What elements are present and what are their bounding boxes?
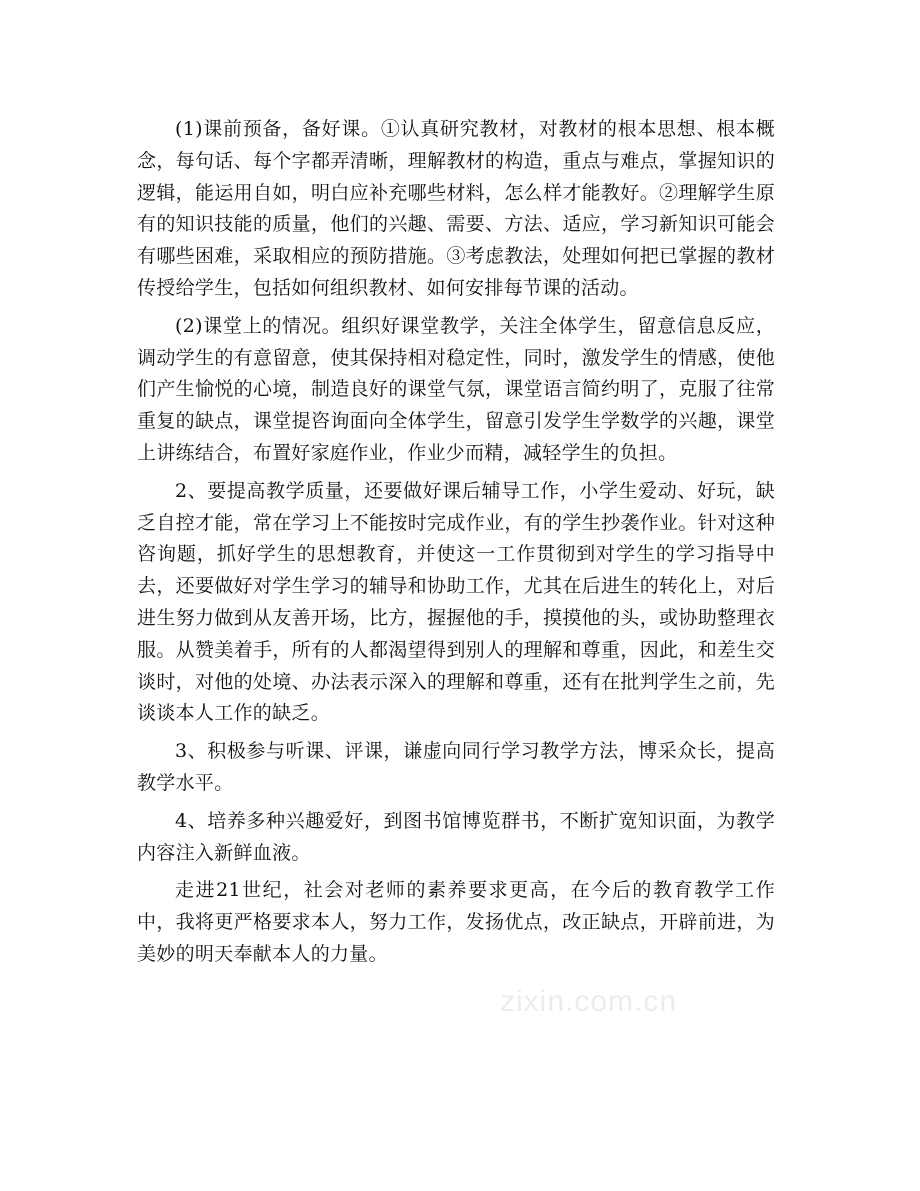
paragraph-lesson-observation: 3、积极参与听课、评课，谦虚向同行学习教学方法，博采众长，提高教学水平。 [137,740,775,794]
paragraph-classroom-situation: (2)课堂上的情况。组织好课堂教学，关注全体学生，留意信息反应，调动学生的有意留意，使其保持相对稳定性，同时，激发学生的情感，使他们产生愉悦的心境，制造良好的课堂气氛，课堂语言简约明了，克服了往常重复的缺点，课堂提咨询面向全体学生，留意引发学生学数学的兴趣，课堂上讲练结合，布置好家庭作业，作业少而精，减轻学生的负担。 [137,314,775,464]
paragraph-conclusion: 走进21世纪，社会对老师的素养要求更高，在今后的教育教学工作中，我将更严格要求本人，努力工作，发扬优点，改正缺点，开辟前进，为美妙的明天奉献本人的力量。 [137,879,775,965]
paragraph-lesson-preparation: (1)课前预备，备好课。①认真研究教材，对教材的根本思想、根本概念，每句话、每个字都弄清晰，理解教材的构造，重点与难点，掌握知识的逻辑，能运用自如，明白应补充哪些材料，怎么样才能教好。②理解学生原有的知识技能的质量，他们的兴趣、需要、方法、适应，学习新知识可能会有哪些困难，采取相应的预防措施。③考虑教法，处理如何把已掌握的教材传授给学生，包括如何组织教材、如何安排每节课的活动。 [137,118,775,299]
paragraph-interests: 4、培养多种兴趣爱好，到图书馆博览群书，不断扩宽知识面，为教学内容注入新鲜血液。 [137,809,775,864]
paragraph-after-class-tutoring: 2、要提高教学质量，还要做好课后辅导工作，小学生爱动、好玩，缺乏自控才能，常在学习上不能按时完成作业，有的学生抄袭作业。针对这种咨询题，抓好学生的思想教育，并使这一工作贯彻到对学生的学习指导中去，还要做好对学生学习的辅导和协助工作，尤其在后进生的转化上，对后进生努力做到从友善开场，比方，握握他的手，摸摸他的头，或协助整理衣服。从赞美着手，所有的人都渴望得到别人的理解和尊重，因此，和差生交谈时，对他的处境、办法表示深入的理解和尊重，还有在批判学生之前，先谈谈本人工作的缺乏。 [137,479,775,725]
watermark: zixin.com.cn [500,985,678,1018]
document-body [137,114,775,977]
